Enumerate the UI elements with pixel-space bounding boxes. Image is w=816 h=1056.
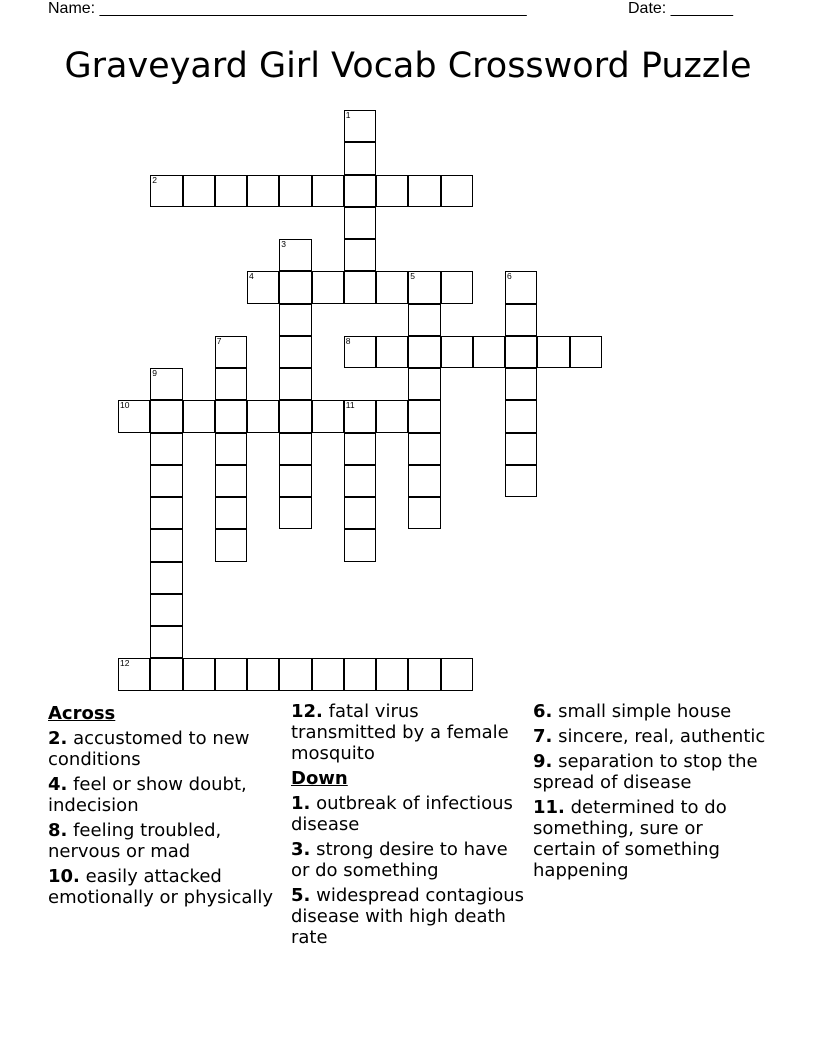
crossword-cell[interactable] bbox=[344, 271, 376, 303]
crossword-cell[interactable] bbox=[279, 497, 311, 529]
crossword-cell[interactable] bbox=[215, 658, 247, 690]
crossword-cell[interactable] bbox=[344, 497, 376, 529]
crossword-cell[interactable] bbox=[215, 465, 247, 497]
crossword-cell[interactable] bbox=[473, 336, 505, 368]
crossword-cell[interactable] bbox=[344, 529, 376, 561]
crossword-cell[interactable] bbox=[441, 658, 473, 690]
clue-across-4: 4. feel or show doubt, indecision bbox=[48, 774, 247, 816]
crossword-cell[interactable] bbox=[279, 658, 311, 690]
cell-number: 11 bbox=[345, 400, 355, 411]
crossword-cell[interactable] bbox=[344, 433, 376, 465]
crossword-cell[interactable] bbox=[505, 271, 537, 303]
cell-number: 8 bbox=[345, 335, 351, 346]
crossword-cell[interactable] bbox=[279, 368, 311, 400]
crossword-cell[interactable] bbox=[312, 658, 344, 690]
crossword-cell[interactable] bbox=[312, 400, 344, 432]
crossword-cell[interactable] bbox=[537, 336, 569, 368]
crossword-cell[interactable] bbox=[505, 336, 537, 368]
crossword-cell[interactable] bbox=[376, 271, 408, 303]
name-field-label: Name: ________________________________________________ bbox=[48, 0, 527, 17]
cell-number: 6 bbox=[507, 271, 512, 282]
clue-down-9: 9. separation to stop the spread of disease bbox=[533, 751, 758, 793]
crossword-cell[interactable] bbox=[183, 658, 215, 690]
crossword-cell[interactable] bbox=[215, 336, 247, 368]
cell-number: 1 bbox=[345, 110, 351, 120]
crossword-cell[interactable] bbox=[215, 529, 247, 561]
clues-column-3 bbox=[533, 701, 769, 885]
crossword-cell[interactable] bbox=[183, 400, 215, 432]
crossword-cell[interactable] bbox=[279, 304, 311, 336]
crossword-cell[interactable] bbox=[215, 175, 247, 207]
crossword-cell[interactable] bbox=[150, 529, 182, 561]
crossword-cell[interactable] bbox=[344, 207, 376, 239]
crossword-cell[interactable] bbox=[312, 271, 344, 303]
crossword-cell[interactable] bbox=[376, 400, 408, 432]
clues-column-2 bbox=[291, 701, 527, 952]
clues-column-1 bbox=[48, 701, 284, 912]
crossword-cell[interactable] bbox=[279, 336, 311, 368]
crossword-cell[interactable] bbox=[150, 562, 182, 594]
crossword-cell[interactable] bbox=[344, 142, 376, 174]
crossword-cell[interactable] bbox=[150, 433, 182, 465]
clue-down-7: 7. sincere, real, authentic bbox=[533, 726, 766, 747]
crossword-cell[interactable] bbox=[150, 497, 182, 529]
crossword-cell[interactable] bbox=[344, 239, 376, 271]
crossword-cell[interactable] bbox=[441, 175, 473, 207]
crossword-cell[interactable] bbox=[408, 465, 440, 497]
crossword-cell[interactable] bbox=[376, 175, 408, 207]
crossword-cell[interactable] bbox=[150, 175, 182, 207]
clue-down-3: 3. strong desire to have or do something bbox=[291, 839, 508, 881]
crossword-cell[interactable] bbox=[376, 336, 408, 368]
crossword-cell[interactable] bbox=[279, 465, 311, 497]
crossword-cell[interactable] bbox=[344, 465, 376, 497]
crossword-cell[interactable] bbox=[376, 658, 408, 690]
cell-number: 3 bbox=[281, 239, 286, 249]
across-heading: Across bbox=[48, 703, 116, 724]
crossword-cell[interactable] bbox=[215, 497, 247, 529]
cell-number: 10 bbox=[120, 400, 130, 411]
crossword-cell[interactable] bbox=[247, 271, 279, 303]
cell-number: 12 bbox=[120, 658, 130, 669]
crossword-cell[interactable] bbox=[408, 497, 440, 529]
clue-down-1: 1. outbreak of infectious disease bbox=[291, 793, 513, 835]
crossword-cell[interactable] bbox=[279, 239, 311, 271]
cell-number: 5 bbox=[410, 271, 415, 282]
crossword-cell[interactable] bbox=[570, 336, 602, 368]
crossword-cell[interactable] bbox=[279, 400, 311, 432]
cell-number: 7 bbox=[216, 335, 222, 346]
crossword-cell[interactable] bbox=[408, 175, 440, 207]
clue-down-11: 11. determined to do something, sure or certain of something happening bbox=[533, 797, 727, 881]
crossword-cell[interactable] bbox=[312, 175, 344, 207]
clue-down-5: 5. widespread contagious disease with high death rate bbox=[291, 885, 525, 948]
crossword-cell[interactable] bbox=[344, 400, 376, 432]
page-title: Graveyard Girl Vocab Crossword Puzzle bbox=[64, 46, 752, 86]
crossword-cell[interactable] bbox=[344, 175, 376, 207]
crossword-cell[interactable] bbox=[247, 175, 279, 207]
crossword-cell[interactable] bbox=[279, 175, 311, 207]
crossword-cell[interactable] bbox=[505, 400, 537, 432]
crossword-cell[interactable] bbox=[505, 465, 537, 497]
crossword-cell[interactable] bbox=[505, 433, 537, 465]
cell-number: 4 bbox=[249, 271, 254, 282]
crossword-cell[interactable] bbox=[408, 336, 440, 368]
crossword-cell[interactable] bbox=[118, 400, 150, 432]
crossword-cell[interactable] bbox=[150, 594, 182, 626]
crossword-cell[interactable] bbox=[408, 400, 440, 432]
crossword-cell[interactable] bbox=[150, 465, 182, 497]
crossword-cell[interactable] bbox=[279, 433, 311, 465]
crossword-cell[interactable] bbox=[183, 175, 215, 207]
crossword-cell[interactable] bbox=[247, 400, 279, 432]
crossword-cell[interactable] bbox=[150, 368, 182, 400]
crossword-cell[interactable] bbox=[150, 400, 182, 432]
crossword-cell[interactable] bbox=[344, 658, 376, 690]
crossword-cell[interactable] bbox=[344, 110, 376, 142]
clue-across-10: 10. easily attacked emotionally or physically bbox=[48, 866, 274, 908]
crossword-cell[interactable] bbox=[215, 433, 247, 465]
crossword-cell[interactable] bbox=[247, 658, 279, 690]
cell-number: 9 bbox=[152, 368, 157, 378]
down-heading: Down bbox=[291, 768, 348, 789]
crossword-cell[interactable] bbox=[408, 433, 440, 465]
crossword-cell[interactable] bbox=[215, 368, 247, 400]
crossword-cell[interactable] bbox=[408, 658, 440, 690]
cell-number: 2 bbox=[152, 174, 157, 185]
crossword-cell[interactable] bbox=[408, 271, 440, 303]
crossword-cell[interactable] bbox=[150, 626, 182, 658]
clue-down-6: 6. small simple house bbox=[533, 701, 732, 722]
crossword-cell[interactable] bbox=[441, 271, 473, 303]
date-field-label: Date: _______ bbox=[628, 0, 733, 17]
crossword-cell[interactable] bbox=[279, 271, 311, 303]
crossword-cell[interactable] bbox=[344, 336, 376, 368]
crossword-cell[interactable] bbox=[441, 336, 473, 368]
clue-across-8: 8. feeling troubled, nervous or mad bbox=[48, 820, 222, 862]
crossword-cell[interactable] bbox=[408, 368, 440, 400]
crossword-cell[interactable] bbox=[505, 304, 537, 336]
clue-across-2: 2. accustomed to new conditions bbox=[48, 728, 250, 770]
clue-across-12: 12. fatal virus transmitted by a female mosquito bbox=[291, 701, 509, 764]
crossword-cell[interactable] bbox=[505, 368, 537, 400]
crossword-cell[interactable] bbox=[118, 658, 150, 690]
crossword-cell[interactable] bbox=[408, 304, 440, 336]
crossword-cell[interactable] bbox=[150, 658, 182, 690]
crossword-cell[interactable] bbox=[215, 400, 247, 432]
